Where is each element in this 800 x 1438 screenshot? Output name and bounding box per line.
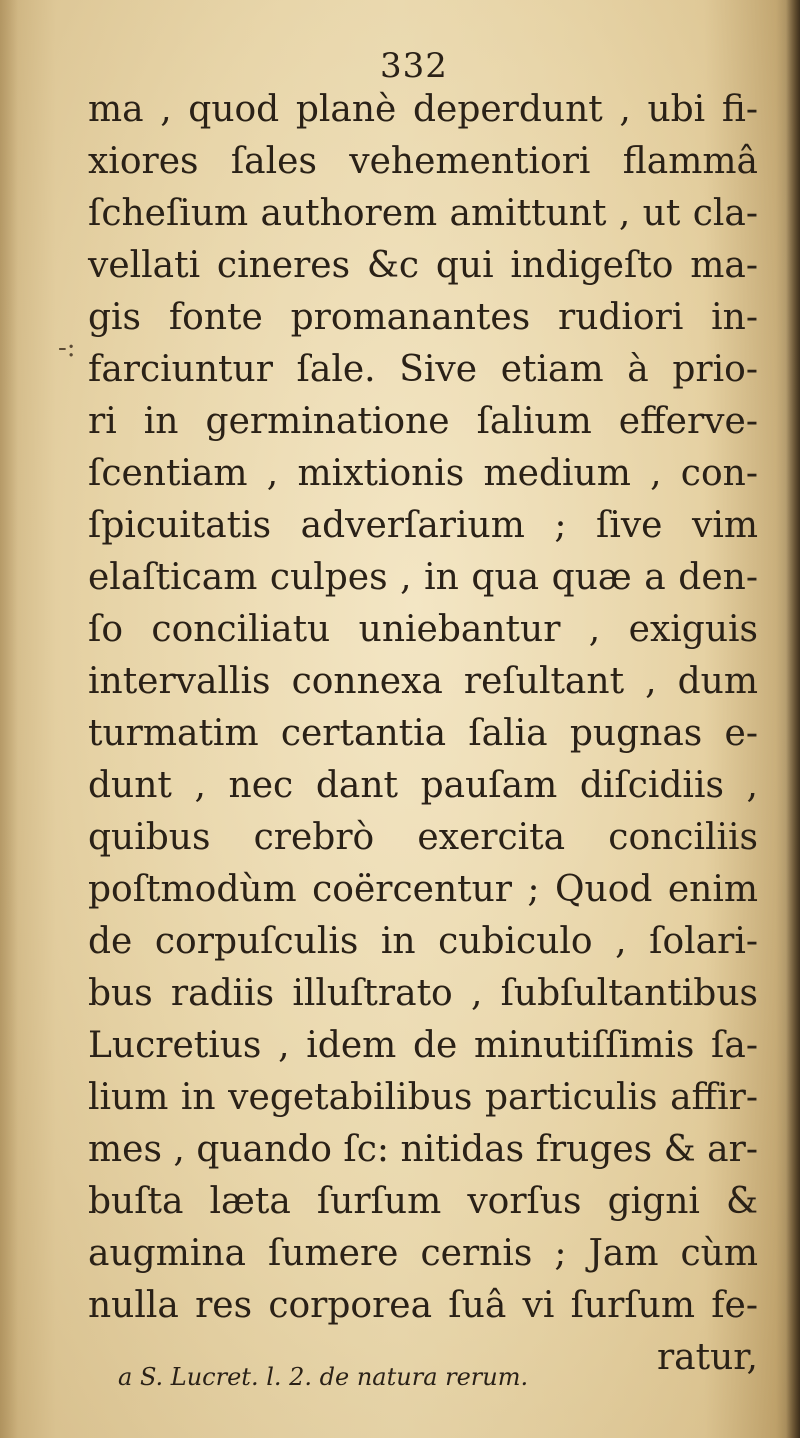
page-right-edge (786, 0, 800, 1438)
page-left-shadow (0, 0, 18, 1438)
text-line-21: mes , quando ſc: nitidas fruges & ar- (88, 1129, 758, 1170)
text-line-25: ratur, (656, 1337, 758, 1378)
text-line-6: farciuntur ſale. Sive etiam à prio- (88, 349, 758, 390)
text-line-22: buſta læta ſurſum vorſus gigni & (88, 1181, 758, 1222)
text-line-15: quibus crebrò exercita conciliis (88, 817, 758, 858)
text-line-20: lium in vegetabilibus particulis affir- (88, 1077, 758, 1118)
text-line-14: dunt , nec dant pauſam diſcidiis , (88, 765, 758, 806)
text-line-8: ſcentiam , mixtionis medium , con- (88, 453, 758, 494)
text-line-13: turmatim certantia ſalia pugnas e- (88, 713, 758, 754)
footnote: a S. Lucret. l. 2. de natura rerum. (118, 1363, 529, 1391)
text-line-11: ſo conciliatu uniebantur , exiguis (88, 609, 758, 650)
text-line-18: bus radiis illuſtrato , ſubſultantibus (88, 973, 758, 1014)
page-number: 332 (380, 46, 448, 86)
text-line-23: augmina ſumere cernis ; Jam cùm (88, 1233, 758, 1274)
text-line-4: vellati cineres &c qui indigeſto ma- (88, 245, 758, 286)
margin-mark: -: (58, 333, 76, 363)
text-line-9: ſpicuitatis adverſarium ; ſive vim (88, 505, 758, 546)
text-line-16: poſtmodùm coërcentur ; Quod enim (88, 869, 758, 910)
text-line-3: ſcheſium authorem amittunt , ut cla- (88, 193, 758, 234)
text-line-17: de corpuſculis in cubiculo , ſolari- (88, 921, 758, 962)
text-line-5: gis fonte promanantes rudiori in- (88, 297, 758, 338)
text-line-12: intervallis connexa reſultant , dum (88, 661, 758, 702)
text-line-2: xiores ſales vehementiori flammâ (88, 141, 758, 182)
text-line-7: ri in germinatione ſalium efferve- (88, 401, 758, 442)
text-line-10: elaſticam culpes , in qua quæ a den- (88, 557, 758, 598)
text-line-1: ma , quod planè deperdunt , ubi fi- (88, 89, 758, 130)
text-line-19: Lucretius , idem de minutiſſimis ſa- (88, 1025, 758, 1066)
text-line-24: nulla res corporea ſuâ vi ſurſum fe- (88, 1285, 758, 1326)
body-text (88, 84, 758, 1384)
